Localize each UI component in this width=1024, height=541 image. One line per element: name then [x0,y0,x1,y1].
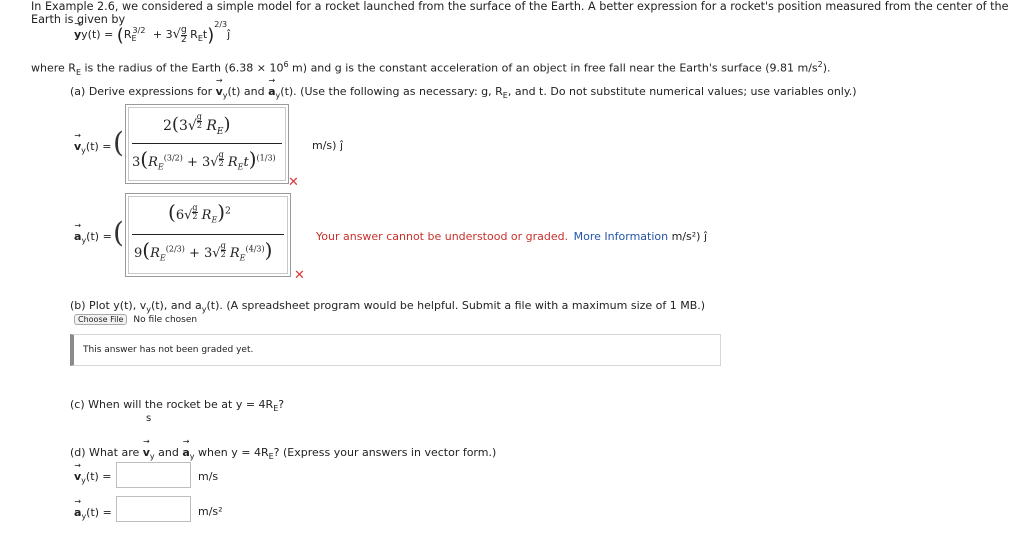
vy-answer-box[interactable] [125,104,289,184]
ay-feedback-text: Your answer cannot be understood or graded. [316,230,569,243]
part-d-ay-label: → $a_y(t)$ = [74,506,112,521]
vy-label: → $v_y(t)$ = [74,140,112,155]
part-c-prompt: (c) When will the rocket be at $y = 4R_E$? [70,398,285,414]
ay-incorrect-icon: ✕ [294,268,305,283]
choose-file-button[interactable]: Choose File [74,314,127,325]
intro-line3: where $R_E$ is the radius of the Earth ($6.38 \times 10^6$ m) and g is the constant acceleration of an object in free fall near the Earth's surface (9.81 $m/s^2$). [31,60,831,77]
ay-answer-numerator: (6√ g 2 $R_E)^2$ [168,200,231,225]
part-c-unit: s [146,413,152,424]
ay-label: → $a_y(t)$ = [74,230,112,245]
vy-unit: m/s) ĵ [312,139,343,152]
ay-answer-denominator: $9(R_E^{(2/3)} + 3√$ g 2 $R_E^{(4/3)}$) [134,238,273,263]
part-b-prompt: (b) Plot y(t), $v_y(t)$, and $a_y(t)$. (A spreadsheet program would be helpful. Submit a file with a maximum size of 1 MB.) [70,299,706,315]
part-d-ay-input[interactable] [116,496,191,522]
grading-status-text: This answer has not been graded yet. [83,345,254,355]
ay-unit: m/s²) ĵ [671,230,708,243]
ay-answer-box[interactable] [125,193,291,277]
vy-incorrect-icon: ✕ [288,175,299,190]
vy-answer-numerator: 2(3√ g 2 $R_E$) [163,112,231,137]
part-d-vy-unit: m/s [198,470,219,483]
ay-feedback [316,230,707,243]
position-equation: → $yy(t) = (R_E^{3/2} + 3√$ $\frac{g}{2}$ $R_Et)^{2/3}ĵ$ [74,20,230,46]
part-d-vy-label: → $v_y(t)$ = [74,470,112,485]
part-a-prompt: (a) Derive expressions for → $v_y(t)$ and → $a_y(t)$. (Use the following as necessary: g, $R_E$, and t. Do not substitute numerical values; use variables only.) [70,85,857,100]
intro-line1: In Example 2.6, we considered a simple model for a rocket launched from the surface of the Earth. A better expression for a rocket's position measured from the center of the Earth is given by [31,0,1009,26]
ay-open-paren: ( [113,216,124,249]
y-vector-symbol: → y [74,28,81,41]
more-information-link[interactable]: More Information [573,230,669,243]
file-upload [74,315,197,325]
part-d-ay-unit: m/s² [198,505,223,518]
part-d-vy-input[interactable] [116,462,191,488]
grading-status-box [70,334,721,366]
no-file-label: No file chosen [133,315,198,325]
vy-open-paren: ( [113,126,124,159]
part-d-prompt: (d) What are → $v_y$ and → $a_y$ when $y = 4R_E$? (Express your answers in vector form.) [70,446,496,461]
vy-answer-denominator: $3(R_E^{(3/2)} + 3√$ g 2 $R_Et)^{(1/3)}$ [132,147,276,172]
